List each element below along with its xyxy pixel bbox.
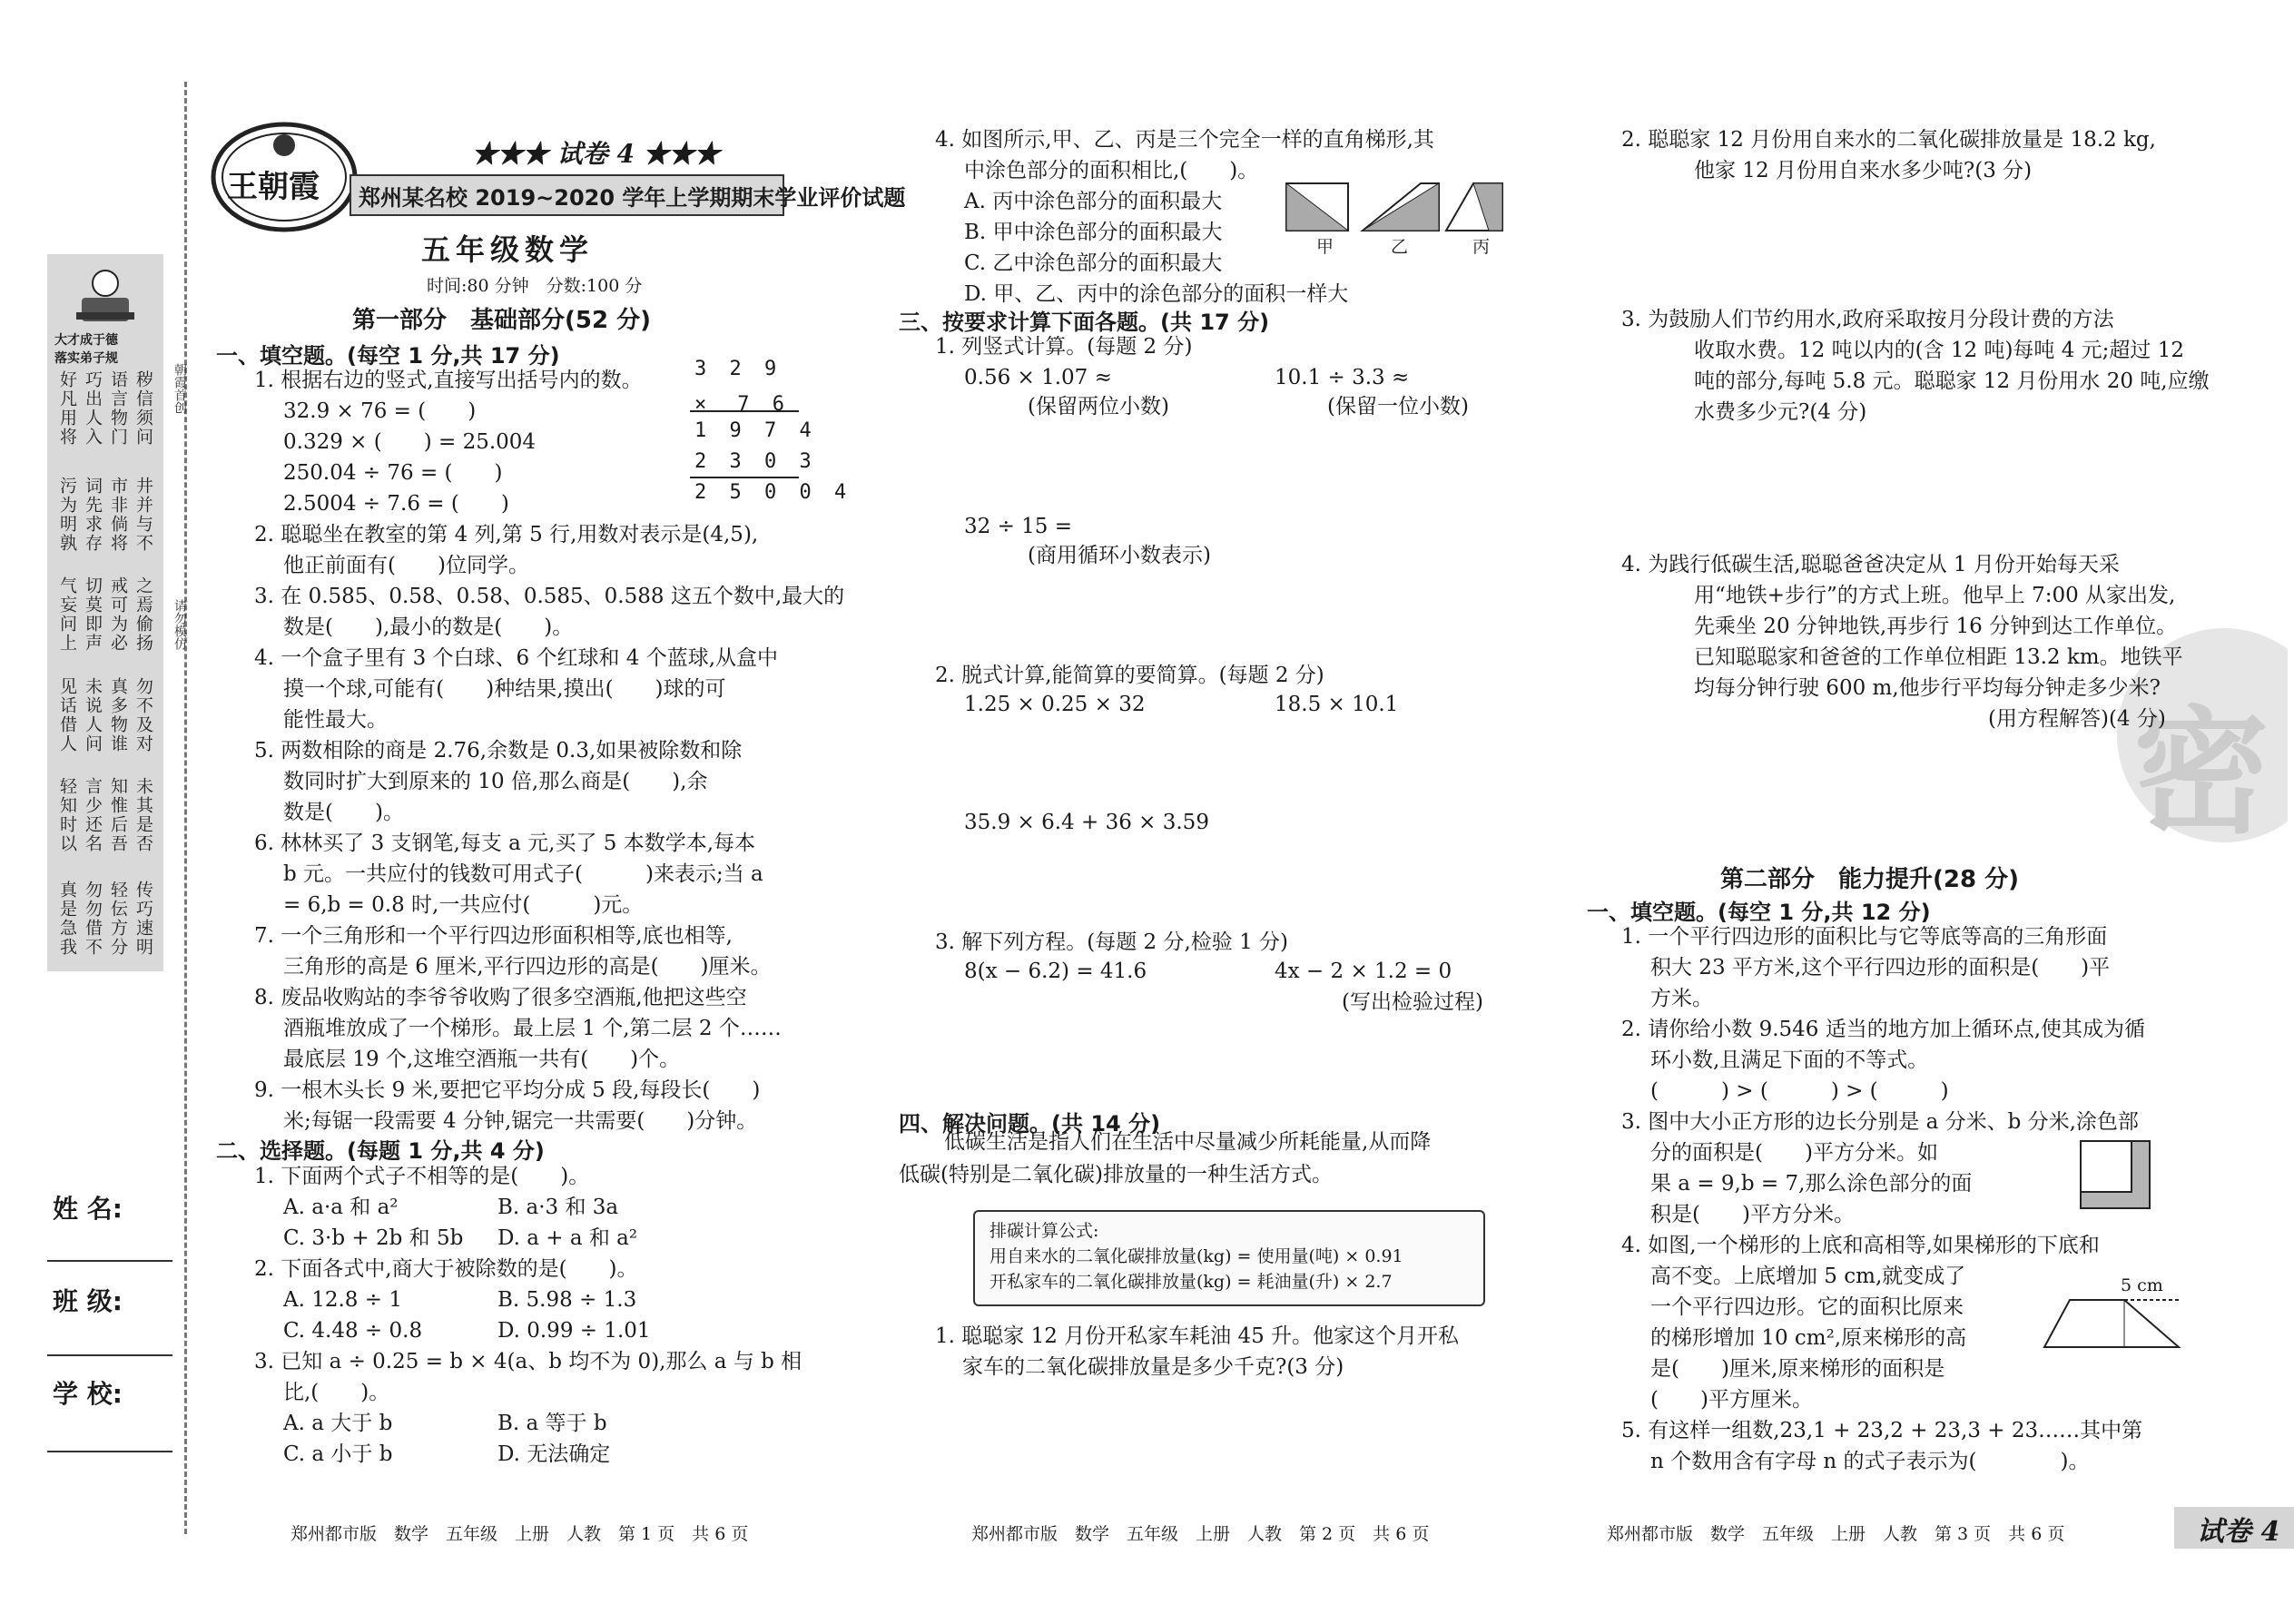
motto-column: 真多物谁 — [108, 677, 128, 753]
choice-line: 3. 已知 a ÷ 0.25 = b × 4(a、b 均不为 0),那么 a 与 b 相 — [254, 1350, 802, 1373]
fill-blank-line: 酒瓶堆放成了一个梯形。最上层 1 个,第二层 2 个…… — [283, 1017, 782, 1040]
calc-line: 10.1 ÷ 3.3 ≈ — [1275, 366, 1410, 389]
fill-blank-line: 1. 根据右边的竖式,直接写出括号内的数。 — [254, 369, 643, 392]
fill-blank-section-heading: 一、填空题。(每空 1 分,共 17 分) — [216, 343, 560, 369]
calc-line: (保留一位小数) — [1327, 395, 1469, 418]
fill-blank-line: 9. 一根木头长 9 米,要把它平均分成 5 段,每段长( ) — [254, 1078, 761, 1102]
motto-column: 污为明孰 — [57, 477, 77, 553]
fill-blank-line: 一个平行四边形。它的面积比原来 — [1650, 1295, 1964, 1319]
fill-blank-line: 他正前面有( )位同学。 — [283, 554, 529, 577]
fill-blank-line: 米;每锯一段需要 4 分钟,锯完一共需要( )分钟。 — [283, 1109, 758, 1133]
vcalc-row: 1 9 7 4 — [694, 419, 817, 442]
calc-line: 1.25 × 0.25 × 32 — [964, 693, 1146, 716]
problem-line: (用方程解答)(4 分) — [1988, 707, 2166, 731]
motto-column: 秽信须问 — [133, 370, 153, 447]
fill-blank-line: 4. 如图,一个梯形的上底和高相等,如果梯形的下底和 — [1621, 1234, 2100, 1257]
choice-line: C. 乙中涂色部分的面积最大 — [964, 251, 1223, 275]
motto-title-1: 大才成于德 — [54, 333, 118, 348]
fill-blank-line: 5. 两数相除的商是 2.76,余数是 0.3,如果被除数和除 — [254, 739, 743, 763]
calc-line: 4x − 2 × 1.2 = 0 — [1275, 960, 1452, 983]
problem-line: 用“地铁+步行”的方式上班。他早上 7:00 从家出发, — [1694, 584, 2176, 607]
subject-title: 五年级数学 — [421, 232, 595, 267]
exam-title: 郑州某名校 2019~2020 学年上学期期末学业评价试题 — [359, 185, 906, 211]
page1-footer: 郑州都市版 数学 五年级 上册 人教 第 1 页 共 6 页 — [290, 1524, 749, 1544]
motto-column: 见话借人 — [57, 677, 77, 753]
fill-blank-line: b 元。一共应付的钱数可用式子( )来表示;当 a — [283, 862, 763, 886]
motto-column: 之焉偷扬 — [133, 576, 153, 653]
motto-column: 气妄问上 — [57, 576, 77, 653]
choice-line: C. a 小于 b — [283, 1442, 393, 1466]
class-fill-line[interactable] — [47, 1354, 172, 1356]
calc-line: 35.9 × 6.4 + 36 × 3.59 — [964, 811, 1209, 834]
name-fill-line[interactable] — [47, 1260, 172, 1262]
choice-line: B. 甲中涂色部分的面积最大 — [964, 221, 1223, 244]
page3-footer: 郑州都市版 数学 五年级 上册 人教 第 3 页 共 6 页 — [1607, 1524, 2065, 1544]
choice-line: D. 甲、乙、丙中的涂色部分的面积一样大 — [964, 282, 1349, 306]
problem-1-line-2: 家车的二氧化碳排放量是多少千克?(3 分) — [962, 1355, 1344, 1379]
motto-column: 言少还名 — [83, 777, 103, 853]
choice-line: B. a·3 和 3a — [497, 1196, 619, 1219]
part2-heading: 第二部分 能力提升(28 分) — [1720, 866, 2019, 893]
choice-line: B. a 等于 b — [497, 1412, 607, 1435]
fill-blank-line: 250.04 ÷ 76 = ( ) — [283, 461, 503, 485]
fill-blank-line: 果 a = 9,b = 7,那么涂色部分的面 — [1650, 1172, 1973, 1196]
choice-line: A. 丙中涂色部分的面积最大 — [964, 190, 1223, 213]
part1-heading: 第一部分 基础部分(52 分) — [352, 307, 651, 334]
figure-label: 丙 — [1472, 237, 1491, 257]
fill-blank-line: 5. 有这样一组数,23,1 + 23,2 + 23,3 + 23……其中第 — [1621, 1419, 2143, 1442]
corner-badge: 试卷 4 — [2197, 1516, 2280, 1548]
fill-blank-line: 32.9 × 76 = ( ) — [283, 399, 477, 423]
calc-line: 8(x − 6.2) = 41.6 — [964, 960, 1147, 983]
vcalc-row: × 7 6 — [694, 393, 790, 416]
motto-column: 井并与不 — [133, 477, 153, 553]
motto-column: 未说人问 — [83, 677, 103, 753]
fill-blank-line: 环小数,且满足下面的不等式。 — [1650, 1048, 1929, 1072]
calc-line: (写出检验过程) — [1342, 990, 1483, 1014]
fill-blank-line: 积大 23 平方米,这个平行四边形的面积是( )平 — [1650, 956, 2111, 979]
calc-line: 2. 脱式计算,能简算的要简算。(每题 2 分) — [935, 664, 1324, 687]
problem-line: 均每分钟行驶 600 m,他步行平均每分钟走多少米? — [1694, 676, 2161, 700]
motto-column: 未其是否 — [133, 777, 153, 853]
exam-badge: ★★★ 试卷 4 ★★★ — [472, 139, 720, 169]
fill-blank-line: 三角形的高是 6 厘米,平行四边形的高是( )厘米。 — [283, 955, 772, 979]
choice-line: 比,( )。 — [283, 1381, 390, 1404]
scholar-illustration-icon — [69, 263, 142, 327]
fill-blank-line: 数同时扩大到原来的 10 倍,那么商是( ),余 — [283, 770, 708, 793]
vcalc-row: 2 3 0 3 — [694, 450, 817, 473]
calc-line: (商用循环小数表示) — [1028, 544, 1211, 567]
fill-blank-line: 7. 一个三角形和一个平行四边形面积相等,底也相等, — [254, 924, 733, 948]
calc-line: 1. 列竖式计算。(每题 2 分) — [935, 335, 1193, 359]
fill-blank-line: 是( )厘米,原来梯形的面积是 — [1650, 1357, 1945, 1381]
problem-line: 4. 为践行低碳生活,聪聪爸爸决定从 1 月份开始每天采 — [1621, 553, 2120, 576]
choice-line: B. 5.98 ÷ 1.3 — [497, 1288, 637, 1312]
choice-line: D. 0.99 ÷ 1.01 — [497, 1319, 651, 1343]
part2-fill-heading: 一、填空题。(每空 1 分,共 12 分) — [1587, 900, 1931, 925]
binding-hint-2: 请勿模仿 — [172, 599, 187, 650]
calc-line: 32 ÷ 15 = — [964, 515, 1073, 538]
motto-column: 勿勿借不 — [83, 881, 103, 957]
fill-blank-line: 3. 图中大小正方形的边长分别是 a 分米、b 分米,涂色部 — [1621, 1110, 2139, 1134]
fill-blank-line: 6. 林林买了 3 支钢笔,每支 a 元,买了 5 本数学本,每本 — [254, 832, 756, 855]
school-fill-line[interactable] — [47, 1451, 172, 1452]
fill-blank-line: 高不变。上底增加 5 cm,就变成了 — [1650, 1265, 1966, 1288]
fill-blank-line: 0.329 × ( ) = 25.004 — [283, 430, 537, 454]
fill-blank-line: 数是( ),最小的数是( )。 — [283, 615, 574, 639]
problem-section-heading: 四、解决问题。(共 14 分) — [899, 1111, 1161, 1137]
choice-line: 4. 如图所示,甲、乙、丙是三个完全一样的直角梯形,其 — [935, 128, 1434, 152]
motto-column: 好凡用将 — [57, 370, 77, 447]
problem-line: 2. 聪聪家 12 月份用自来水的二氧化碳排放量是 18.2 kg, — [1621, 128, 2156, 152]
choice-line: 2. 下面各式中,商大于被除数的是( )。 — [254, 1257, 638, 1281]
problem-line: 吨的部分,每吨 5.8 元。聪聪家 12 月份用水 20 吨,应缴 — [1694, 369, 2210, 393]
calc-line: 18.5 × 10.1 — [1275, 693, 1399, 716]
motto-column: 轻知时以 — [57, 777, 77, 853]
motto-column: 戒可为必 — [108, 576, 128, 653]
trapezoid-length-label: 5 cm — [2121, 1275, 2163, 1295]
choice-line: A. a 大于 b — [283, 1412, 393, 1435]
fill-blank-line: 3. 在 0.585、0.58、0.58、0.585、0.588 这五个数中,最大的 — [254, 585, 845, 608]
formula-water: 用自来水的二氧化碳排放量(kg) = 使用量(吨) × 0.91 — [989, 1246, 1403, 1266]
choice-line: D. 无法确定 — [497, 1442, 611, 1466]
motto-column: 巧出人入 — [83, 370, 103, 447]
choice-line: A. 12.8 ÷ 1 — [283, 1288, 402, 1312]
fill-blank-line: = 6,b = 0.8 时,一共应付( )元。 — [283, 893, 644, 917]
page2-footer: 郑州都市版 数学 五年级 上册 人教 第 2 页 共 6 页 — [971, 1524, 1430, 1544]
fill-blank-line: 方米。 — [1650, 987, 1713, 1010]
fill-blank-line: n 个数用含有字母 n 的式子表示为( )。 — [1650, 1450, 2090, 1473]
choice-line: 1. 下面两个式子不相等的是( )。 — [254, 1165, 590, 1188]
fill-blank-line: 1. 一个平行四边形的面积比与它等底等高的三角形面 — [1621, 925, 2108, 949]
motto-column: 轻伝方分 — [108, 881, 128, 957]
problem-line: 先乘坐 20 分钟地铁,再步行 16 分钟到达工作单位。 — [1694, 615, 2178, 638]
motto-column: 勿不及对 — [133, 677, 153, 753]
fill-blank-line: 最底层 19 个,这堆空酒瓶一共有( )个。 — [283, 1048, 681, 1071]
problem-line: 收取水费。12 吨以内的(含 12 吨)每吨 4 元;超过 12 — [1694, 339, 2184, 362]
problem-line: 他家 12 月份用自来水多少吨?(3 分) — [1694, 159, 2033, 182]
choice-line: 中涂色部分的面积相比,( )。 — [964, 159, 1259, 182]
trapezoid-figures — [1285, 182, 1511, 236]
vcalc-line-2 — [690, 477, 799, 478]
vcalc-line-1 — [690, 410, 799, 412]
motto-column: 切莫即声 — [83, 576, 103, 653]
time-score: 时间:80 分钟 分数:100 分 — [427, 276, 643, 296]
motto-column: 真是急我 — [57, 881, 77, 957]
motto-column: 语言物门 — [108, 370, 128, 447]
choice-line: C. 4.48 ÷ 0.8 — [283, 1319, 423, 1343]
watermark-text: 密 — [2133, 693, 2270, 852]
choice-line: A. a·a 和 a² — [283, 1196, 399, 1219]
choice-section-heading: 二、选择题。(每题 1 分,共 4 分) — [216, 1138, 545, 1164]
intro-line-1: 低碳生活是指人们在生活中尽量减少所耗能量,从而降 — [944, 1130, 1432, 1154]
figure-label: 乙 — [1391, 237, 1409, 257]
intro-line-2: 低碳(特别是二氧化碳)排放量的一种生活方式。 — [899, 1163, 1333, 1186]
motto-column: 市非倘将 — [108, 477, 128, 553]
calc-section-heading: 三、按要求计算下面各题。(共 17 分) — [899, 310, 1270, 335]
choice-line: D. a + a 和 a² — [497, 1226, 638, 1250]
vcalc-row: 3 2 9 — [694, 358, 783, 380]
trapezoid-parallelogram-figure — [2043, 1296, 2188, 1351]
motto-column: 知惟后吾 — [108, 777, 128, 853]
calc-line: 3. 解下列方程。(每题 2 分,检验 1 分) — [935, 930, 1289, 954]
fill-blank-line: 的梯形增加 10 cm²,原来梯形的高 — [1650, 1326, 1967, 1350]
vcalc-row: 2 5 0 0 4 — [694, 481, 852, 504]
motto-title-2: 落实弟子规 — [54, 351, 118, 366]
fill-blank-line: ( ) > ( ) > ( ) — [1650, 1079, 1949, 1103]
fill-blank-line: 2.5004 ÷ 7.6 = ( ) — [283, 492, 509, 516]
motto-column: 词先求存 — [83, 477, 103, 553]
motto-column: 传巧速明 — [133, 881, 153, 957]
binding-hint-1: 朝霞首创 — [172, 363, 187, 414]
fill-blank-line: 摸一个球,可能有( )种结果,摸出( )球的可 — [283, 677, 726, 701]
problem-1-line-1: 1. 聪聪家 12 月份开私家车耗油 45 升。他家这个月开私 — [935, 1324, 1460, 1348]
problem-line: 水费多少元?(4 分) — [1694, 400, 1867, 424]
fill-blank-line: 数是( )。 — [283, 801, 404, 824]
formula-car: 开私家车的二氧化碳排放量(kg) = 耗油量(升) × 2.7 — [989, 1272, 1393, 1292]
fill-blank-line: 2. 聪聪坐在教室的第 4 列,第 5 行,用数对表示是(4,5), — [254, 523, 759, 546]
calc-line: (保留两位小数) — [1028, 395, 1169, 418]
problem-line: 3. 为鼓励人们节约用水,政府采取按月分段计费的方法 — [1621, 308, 2114, 331]
fill-blank-line: 积是( )平方分米。 — [1650, 1203, 1855, 1226]
fill-blank-line: 分的面积是( )平方分米。如 — [1650, 1141, 1938, 1165]
fill-blank-line: 能性最大。 — [283, 708, 388, 732]
fill-blank-line: ( )平方厘米。 — [1650, 1388, 1813, 1412]
binding-cut-line — [184, 82, 187, 1534]
fill-blank-line: 4. 一个盒子里有 3 个白球、6 个红球和 4 个蓝球,从盒中 — [254, 646, 779, 670]
brand-logo-text: 王朝霞 — [227, 169, 320, 205]
name-label: 姓 名: — [53, 1194, 123, 1224]
calc-line: 0.56 × 1.07 ≈ — [964, 366, 1112, 389]
figure-label: 甲 — [1316, 237, 1334, 257]
problem-line: 已知聪聪家和爸爸的工作单位相距 13.2 km。地铁平 — [1694, 645, 2183, 669]
fill-blank-line: 2. 请你给小数 9.546 适当的地方加上循环点,使其成为循 — [1621, 1018, 2146, 1041]
formula-title: 排碳计算公式: — [989, 1221, 1099, 1241]
squares-figure — [2079, 1139, 2155, 1212]
school-label: 学 校: — [53, 1379, 123, 1409]
choice-line: C. 3·b + 2b 和 5b — [283, 1226, 464, 1250]
class-label: 班 级: — [53, 1286, 123, 1316]
fill-blank-line: 8. 废品收购站的李爷爷收购了很多空酒瓶,他把这些空 — [254, 986, 747, 1009]
